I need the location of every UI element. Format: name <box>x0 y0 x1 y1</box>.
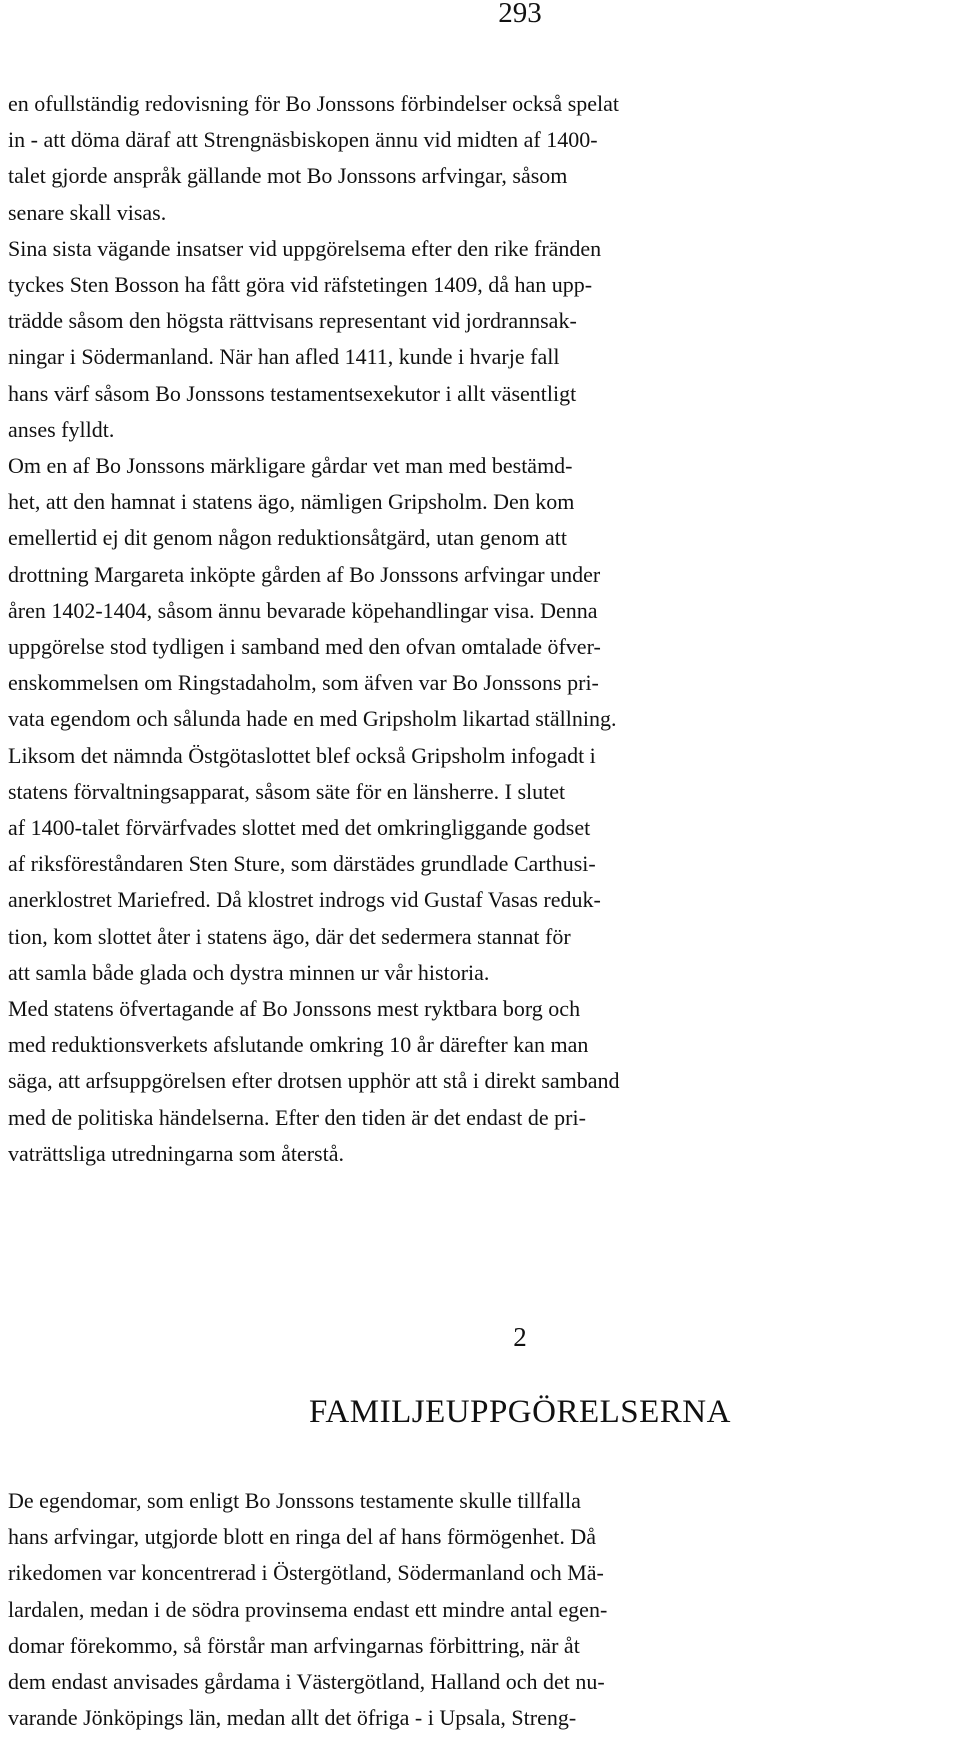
text-line: het, att den hamnat i statens ägo, nämligen Gripsholm. Den kom <box>8 489 575 515</box>
text-line: statens förvaltningsapparat, såsom säte för en länsherre. I slutet <box>8 778 566 804</box>
text-line: vaträttsliga utredningarna som återstå. <box>8 1140 344 1166</box>
text-line: talet gjorde anspråk gällande mot Bo Jonssons arfvingar, såsom <box>8 163 568 189</box>
text-line: ningar i Södermanland. När han afled 1411, kunde i hvarje fall <box>8 344 560 370</box>
body-text-bottom <box>8 1483 958 1736</box>
text-line: De egendomar, som enligt Bo Jonssons testamente skulle tillfalla <box>8 1488 581 1513</box>
text-line: lardalen, medan i de södra provinsema endast ett mindre antal egen- <box>8 1596 608 1622</box>
page-number: 293 <box>498 0 542 29</box>
text-line: dem endast anvisades gårdama i Västergötland, Halland och det nu- <box>8 1669 605 1695</box>
text-line: enskommelsen om Ringstadaholm, som äfven var Bo Jonssons pri- <box>8 670 599 696</box>
text-line: med de politiska händelserna. Efter den tiden är det endast de pri- <box>8 1104 586 1130</box>
text-line: af 1400-talet förvärfvades slottet med det omkringliggande godset <box>8 815 591 841</box>
text-line: hans värf såsom Bo Jonssons testamentsexekutor i allt väsentligt <box>8 380 577 406</box>
text-line: anses fylldt. <box>8 416 115 442</box>
text-line: emellertid ej dit genom någon reduktionsåtgärd, utan genom att <box>8 525 568 551</box>
body-text-top <box>8 86 958 1172</box>
text-line: tyckes Sten Bosson ha fått göra vid räfstetingen 1409, då han upp- <box>8 272 593 298</box>
text-line: varande Jönköpings län, medan allt det öfriga - i Upsala, Streng- <box>8 1705 577 1731</box>
text-line: en ofullständig redovisning för Bo Jonssons förbindelser också spelat <box>8 91 620 116</box>
text-line: Med statens öfvertagande af Bo Jonssons mest ryktbara borg och <box>8 996 581 1022</box>
text-line: vata egendom och sålunda hade en med Gripsholm likartad ställning. <box>8 706 617 732</box>
text-line: tion, kom slottet åter i statens ägo, där det sedermera stannat för <box>8 923 571 949</box>
text-line: af riksföreståndaren Sten Sture, som därstädes grundlade Carthusi- <box>8 851 596 877</box>
text-line: Om en af Bo Jonssons märkligare gårdar vet man med bestämd- <box>8 453 573 479</box>
text-line: åren 1402-1404, såsom ännu bevarade köpehandlingar visa. Denna <box>8 597 598 623</box>
text-line: med reduktionsverkets afslutande omkring 10 år därefter kan man <box>8 1032 589 1058</box>
text-line: in - att döma däraf att Strengnäsbiskopen ännu vid midten af 1400- <box>8 127 598 153</box>
text-line: anerklostret Mariefred. Då klostret indrogs vid Gustaf Vasas reduk- <box>8 887 601 913</box>
text-line: senare skall visas. <box>8 199 167 225</box>
text-line: Sina sista vägande insatser vid uppgörelsema efter den rike fränden <box>8 235 602 261</box>
chapter-number: 2 <box>513 1322 527 1352</box>
text-line: hans arfvingar, utgjorde blott en ringa del af hans förmögenhet. Då <box>8 1524 597 1550</box>
text-line: säga, att arfsuppgörelsen efter drotsen upphör att stå i direkt samband <box>8 1068 620 1094</box>
text-line: trädde såsom den högsta rättvisans representant vid jordrannsak- <box>8 308 577 334</box>
text-line: Liksom det nämnda Östgötaslottet blef också Gripsholm infogadt i <box>8 742 596 768</box>
text-line: att samla både glada och dystra minnen ur vår historia. <box>8 959 490 985</box>
text-line: uppgörelse stod tydligen i samband med den ofvan omtalade öfver- <box>8 634 601 660</box>
chapter-title: FAMILJEUPPGÖRELSERNA <box>309 1394 731 1430</box>
text-line: drottning Margareta inköpte gården af Bo Jonssons arfvingar under <box>8 561 601 587</box>
text-line: rikedomen var koncentrerad i Östergötland, Södermanland och Mä- <box>8 1560 604 1586</box>
text-line: domar förekommo, så förstår man arfvingarnas förbittring, när åt <box>8 1632 580 1658</box>
